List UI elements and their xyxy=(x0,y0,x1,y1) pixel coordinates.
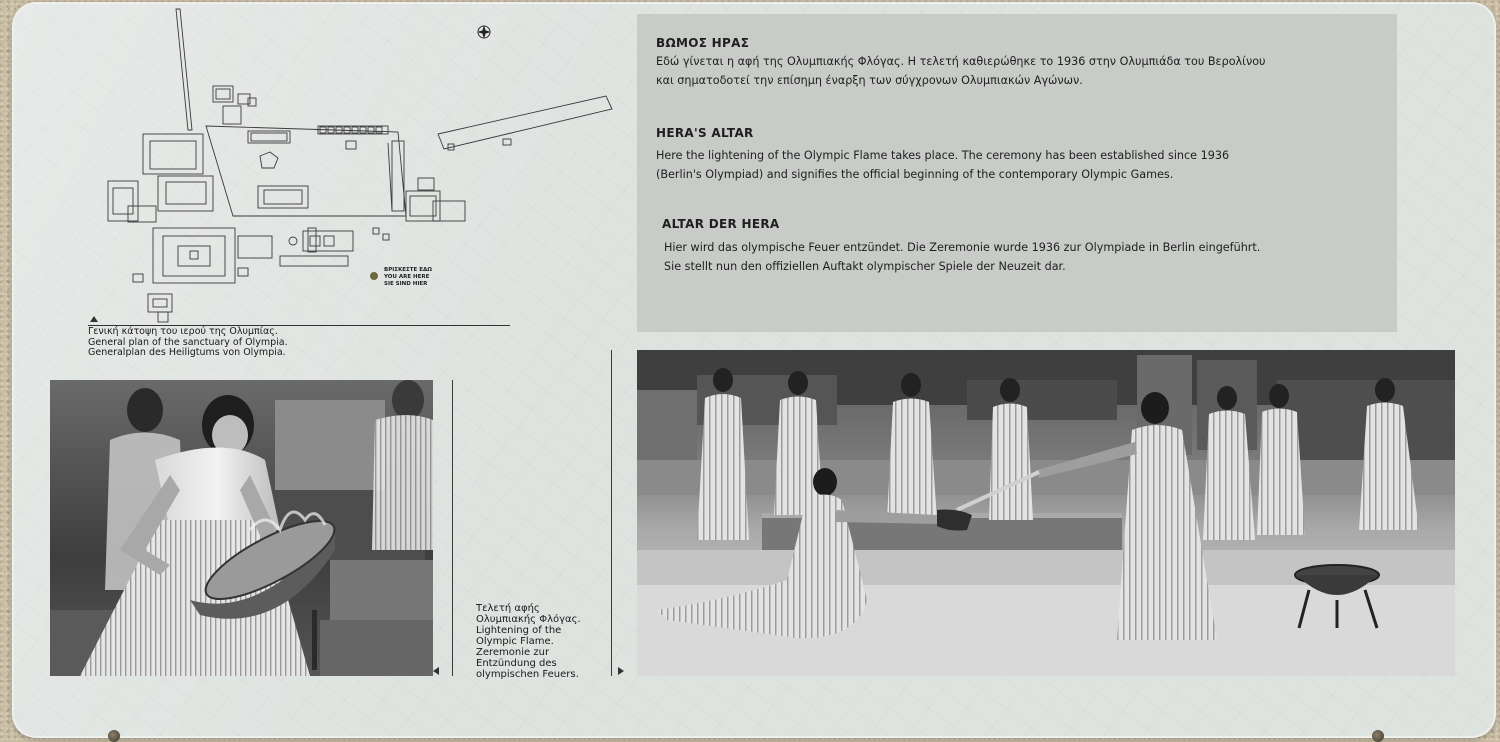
photo-caption-line-4: Olympic Flame. xyxy=(476,636,554,647)
caption-arrow-icon xyxy=(433,667,439,675)
you-are-here-marker-icon xyxy=(370,272,378,280)
greek-line-2: και σηματοδοτεί την επίσημη έναρξη των σύγχρονων Ολυμπιακών Αγώνων. xyxy=(656,74,1083,87)
photo-caption-line-5: Zeremonie zur xyxy=(476,647,550,658)
photo-caption-line-6: Entzündung des xyxy=(476,658,557,669)
greek-heading: ΒΩΜΟΣ ΗΡΑΣ xyxy=(656,36,750,50)
you-are-here-label-de: SIE SIND HIER xyxy=(384,281,428,287)
mounting-bolt xyxy=(1372,730,1384,742)
english-heading: HERA'S ALTAR xyxy=(656,126,754,140)
left-caption-divider xyxy=(452,380,453,676)
german-line-2: Sie stellt nun den offiziellen Auftakt olympischer Spiele der Neuzeit dar. xyxy=(664,260,1066,273)
map-caption-english: General plan of the sanctuary of Olympia. xyxy=(88,336,288,348)
you-are-here-label-en: YOU ARE HERE xyxy=(384,274,430,280)
german-line-1: Hier wird das olympische Feuer entzündet. Die Zeremonie wurde 1936 zur Olympiade in Berlin eingeführt. xyxy=(664,241,1261,254)
english-line-1: Here the lightening of the Olympic Flame takes place. The ceremony has been established since 1936 xyxy=(656,149,1230,162)
english-line-2: (Berlin's Olympiad) and signifies the official beginning of the contemporary Olympic Games. xyxy=(656,168,1174,181)
photo-priestess-lighting xyxy=(50,380,433,676)
greek-line-1: Εδώ γίνεται η αφή της Ολυμπιακής Φλόγας. Η τελετή καθιερώθηκε το 1936 στην Ολυμπιάδα του Βερολίνου xyxy=(656,55,1266,68)
german-heading: ALTAR DER HERA xyxy=(662,217,780,231)
caption-arrow-icon xyxy=(90,316,98,322)
photo-caption-line-2: Ολυμπιακής Φλόγας. xyxy=(476,614,581,625)
photo-caption xyxy=(476,603,581,680)
caption-arrow-icon xyxy=(618,667,624,675)
photo-caption-line-1: Τελετή αφής xyxy=(476,603,540,614)
photo-caption-line-7: olympischen Feuers. xyxy=(476,669,579,680)
map-caption-german: Generalplan des Heiligtums von Olympia. xyxy=(88,347,286,358)
you-are-here-label-gr: ΒΡΙΣΚΕΣΤΕ ΕΔΩ xyxy=(384,267,432,273)
photo-caption-line-3: Lightening of the xyxy=(476,625,562,636)
map-caption-greek: Γενική κάτοψη του ιερού της Ολυμπίας. xyxy=(88,326,278,337)
photo-flame-ceremony xyxy=(637,350,1455,676)
map-caption xyxy=(88,327,288,359)
site-plan-map xyxy=(88,6,618,326)
mounting-bolt xyxy=(108,730,120,742)
right-caption-divider xyxy=(611,350,612,676)
compass-icon xyxy=(477,25,491,39)
text-panel xyxy=(637,14,1397,332)
